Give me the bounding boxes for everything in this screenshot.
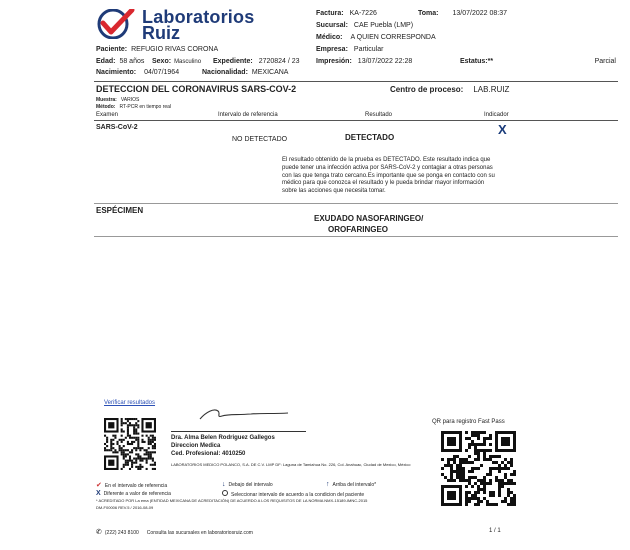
edad-row [96,58,144,65]
col-header-intervalo: Intervalo de referencia [218,112,278,118]
impresion-value: 13/07/2022 22:28 [357,58,413,65]
sucursal-row [316,22,413,29]
signature-image [196,404,292,424]
medico-value: A QUIEN CORRESPONDA [350,34,436,41]
legend-above-label: Arriba del intervalo* [332,482,377,488]
empresa-row [316,46,383,53]
signer-title: Direccion Medica [171,443,221,449]
expediente-value: 2720824 / 23 [258,58,300,65]
logo-text-line1: Laboratorios [142,7,255,27]
logo-text-line2: Ruiz [142,23,180,43]
verify-qr-image [104,418,156,470]
result-note: El resultado obtenido de la prueba es DETECTADO. Este resultado indica que puede tener una infección activa por SARS-CoV-2 y contagiar a otras personas con las que tenga trato cercano.Es importante que se ponga en contacto con su médico para que conozca el resultado y le pueda brindar mayor información sobre las acciones que necesita tomar. [282,157,495,195]
fastpass-qr-image [441,431,516,506]
legend-in-range-label: En el intervalo de referencia [104,483,168,489]
fastpass-qr-code[interactable] [441,431,516,506]
centro-row [390,85,509,94]
toma-label: Toma: [418,10,439,17]
paciente-value: REFUGIO RIVAS CORONA [131,46,219,53]
factura-row [316,10,377,17]
exam-result: DETECTADO [345,133,395,142]
medico-label: Médico: [316,34,343,41]
fastpass-qr-label: QR para registro Fast Pass [432,419,505,425]
expediente-row [213,58,300,65]
specimen-line1: EXUDADO NASOFARINGEO/ [314,214,424,223]
phone-icon: ✆ [96,529,102,536]
legend-different [96,490,171,497]
sexo-row [152,58,201,65]
nacionalidad-label: Nacionalidad: [202,69,248,76]
sexo-value: Masculino [174,59,202,65]
paciente-label: Paciente: [96,46,128,53]
factura-label: Factura: [316,10,344,17]
col-header-examen: Examen [96,112,119,118]
specimen-line2: OROFARINGEO [328,225,389,234]
divider-top [94,81,618,82]
sexo-label: Sexo: [152,58,172,65]
document-code: DM-F00006 REV.5 / 2016-08-09 [96,505,154,510]
impresion-row [316,58,412,65]
bottom-contact [96,528,253,536]
divider-specimen-bottom [94,236,618,237]
nacimiento-row [96,69,179,76]
estatus-label: Estatus:** [460,58,494,65]
expediente-label: Expediente: [213,58,253,65]
nacimiento-label: Nacimiento: [96,69,137,76]
empresa-label: Empresa: [316,46,348,53]
estatus-row [460,58,493,65]
signature-line [171,431,306,432]
edad-label: Edad: [96,58,116,65]
col-header-resultado: Resultado [365,112,393,118]
arrow-up-icon: ↑ [326,481,330,488]
circle-icon [222,490,228,496]
paciente-row [96,46,218,53]
factura-value: KA-7226 [349,10,377,17]
x-icon: X [96,490,101,497]
specimen-label: ESPÉCIMEN [96,206,144,215]
legend-below-label: Debajo del intervalo [228,482,273,488]
legend-below [222,481,273,488]
muestra-value: VARIOS [120,97,140,103]
sucursal-label: Sucursal: [316,22,348,29]
centro-value: LAB.RUIZ [473,85,510,94]
legend-in-range [96,481,167,489]
accreditation-note: * ACREDITADO POR La ema (ENTIDAD MEXICANA DE ACREDITACIÓN) DE ACUERDO A LOS REQUISITOS DE LA NORMA NMX-15189-IMNC-2015 [96,498,368,503]
logo-check-icon [96,9,136,39]
estatus-value: Parcial [594,58,616,65]
col-header-indicador: Indicador [484,112,509,118]
arrow-down-icon: ↓ [222,481,226,488]
page-number: 1 / 1 [489,528,501,534]
divider-columns [94,120,618,121]
metodo-value: RT-PCR en tiempo real [119,104,172,110]
centro-label: Centro de proceso: [390,85,464,94]
signer-cedula: Ced. Profesional: 4010250 [171,451,246,457]
muestra-label: Muestra: [96,97,117,103]
check-icon: ✔ [96,482,102,489]
toma-value: 13/07/2022 08:37 [452,10,507,17]
empresa-value: Particular [353,46,384,53]
edad-value: 58 años [119,58,145,65]
legend-select-label: Seleccionar intervalo de acuerdo a la condicion del paciente [231,492,365,498]
phone-number: (222) 243 8100 [104,530,139,536]
branches-text: Consulta las sucursales en laboratoriosruiz.com [146,530,253,536]
legend-select [222,490,364,498]
muestra-row [96,97,139,103]
sucursal-value: CAE Puebla (LMP) [353,22,414,29]
medico-row [316,34,436,41]
legend-different-label: Diferente a valor de referencia [103,491,171,497]
toma-row [418,10,507,17]
impresion-label: Impresión: [316,58,352,65]
out-of-range-x-icon: X [498,122,507,137]
logo [96,7,276,43]
divider-specimen [94,203,618,204]
metodo-label: Método: [96,104,116,110]
nacionalidad-row [202,69,288,76]
study-title: DETECCION DEL CORONAVIRUS SARS-COV-2 [96,84,297,94]
verify-results-link[interactable]: Verificar resultados [104,400,156,406]
exam-reference: NO DETECTADO [232,136,288,143]
metodo-row [96,104,171,110]
signer-name: Dra. Alma Belen Rodriguez Gallegos [171,435,275,441]
legend-above [326,481,376,488]
nacimiento-value: 04/07/1964 [144,69,180,76]
verify-qr-code[interactable] [104,418,156,470]
lab-address: LABORATORIOS MEDICO POLANCO, S.A. DE C.V. LMP DF: Laguna de Tamiahua No. 226, Col. Anahuac, Ciudad de Mexico, México [171,462,411,467]
exam-name: SARS-CoV-2 [96,124,138,131]
nacionalidad-value: MEXICANA [251,69,289,76]
